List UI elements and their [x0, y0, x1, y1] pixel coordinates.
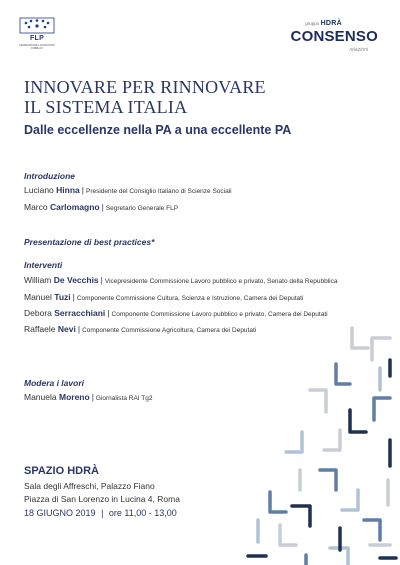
page-subtitle: Dalle eccellenze nella PA a una eccellente PA: [24, 123, 292, 137]
venue-name: SPAZIO HDRÀ: [24, 465, 99, 477]
speaker-last-name: Nevi: [57, 324, 76, 334]
speaker-first-name: Raffaele: [24, 324, 56, 334]
venue-address-2: Piazza di San Lorenzo in Lucina 4, Roma: [24, 494, 180, 504]
section-moderator: Modera i lavori: [24, 378, 84, 388]
speaker-first-name: William: [24, 275, 52, 285]
flp-logo-name: FLP: [29, 35, 45, 42]
consenso-group-prefix: gruppo: [305, 21, 320, 26]
consenso-sub: relazioni: [349, 47, 368, 53]
consenso-group-name: HDRÀ: [320, 20, 342, 27]
speaker-row: Raffaele Nevi | Componente Commissione Agricoltura, Camera dei Deputati: [24, 324, 257, 334]
speaker-row: Debora Serracchiani | Componente Commissione Lavoro pubblico e privato, Camera dei Deputati: [24, 308, 328, 318]
intro-speaker-row: Marco Carlomagno | Segretario Generale FLP: [24, 202, 179, 212]
intro-speaker-row: Luciano Hinna | Presidente del Consiglio Italiano di Scienze Sociali: [24, 185, 232, 195]
speaker-row: William De Vecchis | Vicepresidente Commissione Lavoro pubblico e privato, Senato della Repubblica: [24, 275, 338, 285]
speaker-last-name: Tuzi: [54, 292, 71, 302]
speaker-first-name: Debora: [24, 308, 52, 318]
event-date: 18 GIUGNO 2019: [24, 508, 96, 518]
page-title: [24, 77, 266, 117]
consenso-brand: CONSENSO: [290, 28, 378, 45]
moderator-role: Giornalista RAI Tg2: [95, 395, 153, 402]
moderator-last-name: Moreno: [58, 392, 90, 402]
title-line-2: IL SISTEMA ITALIA: [24, 97, 188, 117]
decorative-lines-pattern: [240, 320, 400, 565]
speaker-role: Componente Commissione Cultura, Scienza e Istruzione, Camera dei Deputati: [76, 295, 304, 302]
consenso-logo: [258, 20, 378, 60]
moderator-first-name: Manuela: [24, 392, 57, 402]
speaker-last-name: Carlomagno: [50, 202, 100, 212]
consenso-group: [305, 20, 342, 27]
speaker-role: Segretario Generale FLP: [105, 205, 179, 212]
flp-logo: [18, 16, 56, 50]
speaker-role: Presidente del Consiglio Italiano di Scienze Sociali: [86, 188, 232, 195]
flp-stars-icon: [18, 16, 56, 34]
speaker-last-name: Hinna: [56, 185, 80, 195]
venue-address-1: Sala degli Affreschi, Palazzo Fiano: [24, 481, 155, 491]
event-date-time: 18 GIUGNO 2019 | ore 11,00 - 13,00: [24, 508, 177, 518]
speaker-last-name: Serracchiani: [54, 308, 106, 318]
speaker-role: Componente Commissione Lavoro pubblico e privato, Camera dei Deputati: [111, 311, 328, 318]
speaker-first-name: Manuel: [24, 292, 52, 302]
moderator-row: Manuela Moreno | Giornalista RAI Tg2: [24, 392, 153, 402]
section-intro: Introduzione: [24, 171, 75, 181]
speaker-role: Componente Commissione Agricoltura, Camera dei Deputati: [82, 327, 257, 334]
title-line-1: INNOVARE PER RINNOVARE: [24, 77, 266, 97]
speaker-first-name: Luciano: [24, 185, 54, 195]
speaker-role: Vicepresidente Commissione Lavoro pubblico e privato, Senato della Repubblica: [104, 278, 338, 285]
speaker-row: Manuel Tuzi | Componente Commissione Cultura, Scienza e Istruzione, Camera dei Deputati: [24, 292, 304, 302]
section-interventions: Interventi: [24, 260, 63, 270]
speaker-first-name: Marco: [24, 202, 48, 212]
speaker-last-name: De Vecchis: [53, 275, 99, 285]
event-time: ore 11,00 - 13,00: [108, 508, 177, 518]
section-practices: Presentazione di best practices*: [24, 237, 155, 247]
flp-logo-tagline: FEDERAZIONE LAVORATORI PUBBLICI: [19, 44, 55, 50]
